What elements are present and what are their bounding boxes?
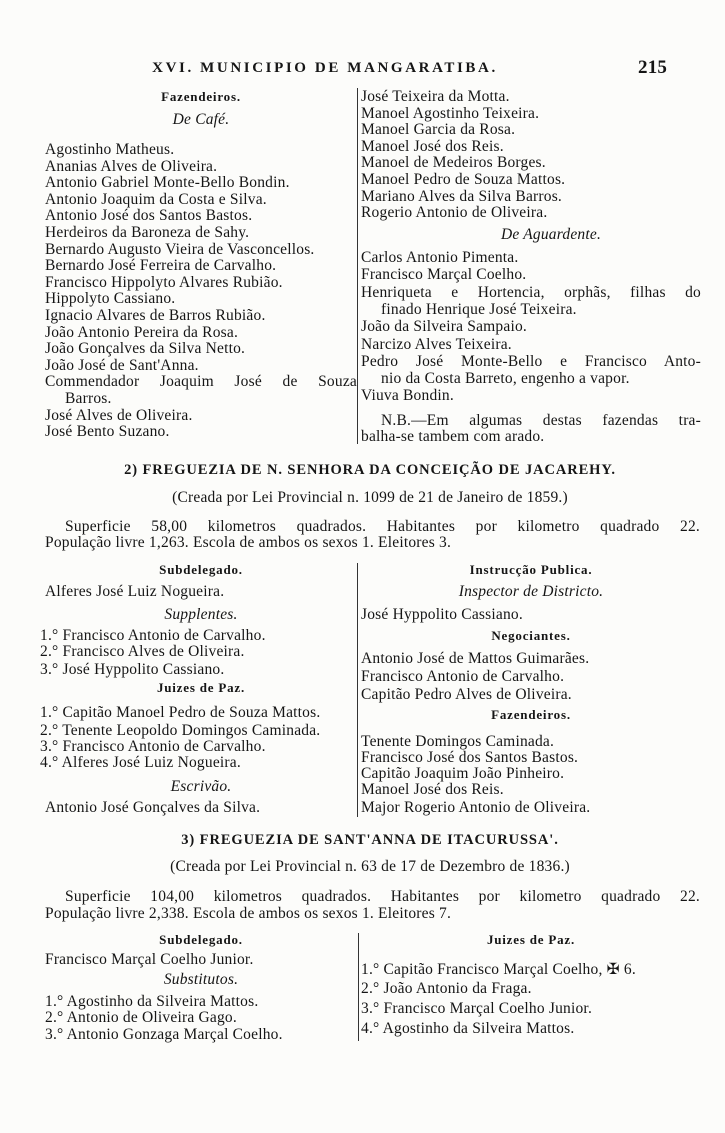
list-item: finado Henrique José Teixeira. <box>381 300 577 318</box>
list-item: João Gonçalves da Silva Netto. <box>45 340 246 358</box>
list-item: José Hyppolito Cassiano. <box>361 606 523 623</box>
list-item: Major Rogerio Antonio de Oliveira. <box>361 799 591 816</box>
list-item: Bernardo Augusto Vieira de Vasconcellos. <box>45 240 315 258</box>
list-item: Antonio Joaquim da Costa e Silva. <box>45 190 267 208</box>
list-item: Mariano Alves da Silva Barros. <box>361 187 563 205</box>
section-subheading: Inspector de Districto. <box>458 583 604 600</box>
list-item: 2.° João Antonio da Fraga. <box>361 980 532 997</box>
column-divider-2 <box>357 563 358 817</box>
list-item: Capitão Joaquim João Pinheiro. <box>361 765 565 782</box>
list-item: Manoel Agostinho Teixeira. <box>361 104 540 122</box>
list-item: Francisco Hippolyto Alvares Rubião. <box>45 273 283 291</box>
list-item: Agostinho Matheus. <box>45 141 175 158</box>
creation-note: (Creada por Lei Provincial n. 1099 de 21 de Janeiro de 1859.) <box>172 489 568 506</box>
section-heading: Juizes de Paz. <box>156 680 246 695</box>
note-line: N.B.—Em algumas destas fazendas tra- <box>381 412 701 429</box>
list-item: 4.° Alferes José Luiz Nogueira. <box>40 754 241 771</box>
section-heading: Subdelegado. <box>159 932 243 947</box>
list-item: Ananias Alves de Oliveira. <box>45 157 218 175</box>
list-item: 3.° José Hyppolito Cassiano. <box>40 661 225 678</box>
parish-title: 3) FREGUEZIA DE SANT'ANNA DE ITACURUSSA'. <box>181 832 559 848</box>
list-item: Hippolyto Cassiano. <box>45 290 176 308</box>
list-item: Capitão Pedro Alves de Oliveira. <box>361 686 572 703</box>
list-item: Francisco Antonio de Carvalho. <box>361 668 565 685</box>
section-heading: Instrucção Publica. <box>469 562 593 577</box>
list-item: José Bento Suzano. <box>45 423 170 441</box>
list-item: Manoel José dos Reis. <box>361 137 504 155</box>
list-item: Manoel de Medeiros Borges. <box>361 154 546 172</box>
list-item: Henriqueta e Hortencia, orphãs, filhas do <box>361 283 701 301</box>
list-item: Narcizo Alves Teixeira. <box>361 335 512 353</box>
list-item: Antonio José Gonçalves da Silva. <box>45 799 261 816</box>
column-divider-3 <box>358 933 359 1041</box>
section-subheading: De Aguardente. <box>500 226 602 243</box>
section-heading: Negociantes. <box>491 628 571 643</box>
list-item: Manoel Pedro de Souza Mattos. <box>361 171 566 188</box>
list-item: Barros. <box>65 390 112 407</box>
list-item: João da Silveira Sampaio. <box>361 318 527 336</box>
list-item: João Antonio Pereira da Rosa. <box>45 323 239 341</box>
list-item: Antonio Gabriel Monte-Bello Bondin. <box>45 174 290 192</box>
list-item: 2.° Tenente Leopoldo Domingos Caminada. <box>40 722 321 739</box>
parish-title: 2) FREGUEZIA DE N. SENHORA DA CONCEIÇÃO DE JACAREHY. <box>124 462 616 478</box>
list-item: José Alves de Oliveira. <box>45 406 193 424</box>
statistics-line: População livre 2,338. Escola de ambos os sexos 1. Eleitores 7. <box>45 905 452 922</box>
list-item: 3.° Antonio Gonzaga Marçal Coelho. <box>45 1026 283 1043</box>
list-item: José Teixeira da Motta. <box>361 88 510 105</box>
list-item: Francisco Marçal Coelho Junior. <box>45 951 254 968</box>
list-item: Alferes José Luiz Nogueira. <box>45 583 225 600</box>
list-item: Viuva Bondin. <box>361 387 454 405</box>
list-item: Francisco Marçal Coelho. <box>361 266 527 284</box>
section-subheading: Escrivão. <box>170 778 232 795</box>
list-item: 1.° Capitão Francisco Marçal Coelho, ✠ 6. <box>361 961 636 978</box>
section-subheading: De Café. <box>172 111 230 128</box>
page-header-title: XVI. MUNICIPIO DE MANGARATIBA. <box>152 60 498 76</box>
list-item: Carlos Antonio Pimenta. <box>361 249 519 266</box>
section-heading: Fazendeiros. <box>161 89 241 104</box>
list-item: 4.° Agostinho da Silveira Mattos. <box>361 1020 575 1037</box>
list-item: Francisco José dos Santos Bastos. <box>361 749 579 766</box>
list-item: Ignacio Alvares de Barros Rubião. <box>45 307 266 324</box>
section-subheading: Substitutos. <box>163 971 239 988</box>
list-item: 2.° Antonio de Oliveira Gago. <box>45 1009 237 1026</box>
page-number: 215 <box>638 57 668 78</box>
list-item: 1.° Francisco Antonio de Carvalho. <box>40 627 266 644</box>
note-line: balha-se tambem com arado. <box>361 428 545 445</box>
list-item: 2.° Francisco Alves de Oliveira. <box>40 643 245 660</box>
creation-note: (Creada por Lei Provincial n. 63 de 17 de Dezembro de 1836.) <box>170 858 570 875</box>
statistics-line: Superficie 104,00 kilometros quadrados. Habitantes por kilometro quadrado 22. <box>65 888 700 905</box>
list-item: 1.° Agostinho da Silveira Mattos. <box>45 993 259 1010</box>
statistics-line: Superficie 58,00 kilometros quadrados. Habitantes por kilometro quadrado 22. <box>65 518 700 535</box>
column-divider-1 <box>357 88 358 444</box>
section-subheading: Supplentes. <box>164 606 238 623</box>
section-heading: Juizes de Paz. <box>486 932 576 947</box>
list-item: Manoel José dos Reis. <box>361 781 504 798</box>
list-item: Antonio José de Mattos Guimarães. <box>361 650 590 667</box>
list-item: 1.° Capitão Manoel Pedro de Souza Mattos. <box>40 704 321 721</box>
list-item: Pedro José Monte-Bello e Francisco Anto- <box>361 352 701 370</box>
list-item: Commendador Joaquim José de Souza <box>45 373 357 391</box>
list-item: Tenente Domingos Caminada. <box>361 733 555 750</box>
list-item: 3.° Francisco Antonio de Carvalho. <box>40 738 266 755</box>
list-item: Manoel Garcia da Rosa. <box>361 121 516 139</box>
list-item: 3.° Francisco Marçal Coelho Junior. <box>361 1000 593 1017</box>
list-item: Bernardo José Ferreira de Carvalho. <box>45 257 277 275</box>
section-heading: Subdelegado. <box>159 562 243 577</box>
list-item: João José de Sant'Anna. <box>45 356 199 374</box>
list-item: Antonio José dos Santos Bastos. <box>45 207 253 225</box>
list-item: Herdeiros da Baroneza de Sahy. <box>45 224 250 241</box>
statistics-line: População livre 1,263. Escola de ambos os sexos 1. Eleitores 3. <box>45 534 452 551</box>
section-heading: Fazendeiros. <box>491 707 571 722</box>
list-item: Rogerio Antonio de Oliveira. <box>361 204 548 222</box>
list-item: nio da Costa Barreto, engenho a vapor. <box>381 370 630 388</box>
